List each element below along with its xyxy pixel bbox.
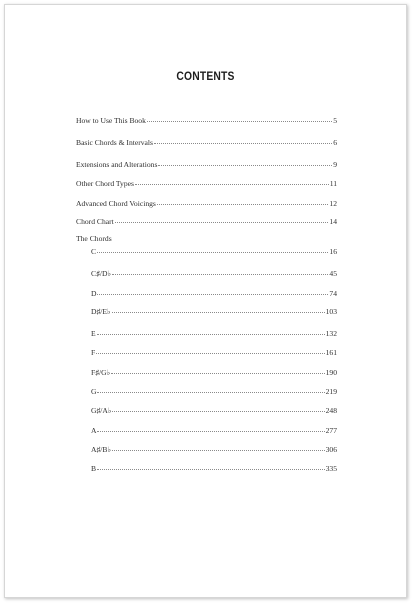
chord-entry[interactable] [91, 269, 337, 279]
toc-entry[interactable] [76, 179, 337, 189]
toc-entry-label: Basic Chords & Intervals [76, 138, 153, 147]
leader-dots [115, 216, 329, 223]
leader-dots [135, 178, 329, 185]
chord-entry-label: G♯/A♭ [91, 406, 112, 415]
toc-entry-label: How to Use This Book [76, 116, 146, 125]
toc-entry-page: 5 [333, 116, 337, 125]
chord-entry-page: 248 [325, 406, 337, 415]
toc-entry[interactable] [76, 138, 337, 148]
leader-dots [112, 306, 325, 313]
chord-entry-page: 277 [325, 426, 337, 435]
toc-entry-label: Chord Chart [76, 217, 114, 226]
chord-entry-label: D [91, 289, 97, 298]
leader-dots [97, 386, 324, 393]
toc-entry-page: 9 [333, 160, 337, 169]
leader-dots [97, 288, 328, 295]
chord-entry-page: 132 [325, 329, 337, 338]
toc-entry[interactable] [76, 217, 337, 227]
leader-dots [97, 425, 324, 432]
chord-entry[interactable] [91, 307, 337, 317]
toc-entry-page: 11 [329, 179, 337, 188]
chord-entry-label: A [91, 426, 97, 435]
chord-entry-label: F [91, 348, 96, 357]
chord-entry-page: 103 [325, 307, 337, 316]
leader-dots [96, 347, 324, 354]
leader-dots [112, 268, 328, 275]
chord-entry-page: 190 [325, 368, 337, 377]
leader-dots [147, 115, 332, 122]
toc-entry-label: Other Chord Types [76, 179, 134, 188]
toc-entry[interactable] [76, 199, 337, 209]
leader-dots [112, 444, 325, 451]
document-page [4, 4, 407, 598]
toc-entry[interactable] [76, 116, 337, 126]
chord-entry[interactable] [91, 387, 337, 397]
chord-entry-label: G [91, 387, 97, 396]
chord-entry-label: C♯/D♭ [91, 269, 112, 278]
chord-entry-page: 219 [325, 387, 337, 396]
chord-entry-page: 161 [325, 348, 337, 357]
chord-entry[interactable] [91, 348, 337, 358]
chord-entry[interactable] [91, 329, 337, 339]
chord-entry[interactable] [91, 289, 337, 299]
toc-entry[interactable] [76, 160, 337, 170]
toc-entry-page: 14 [329, 217, 337, 226]
toc-entry-page: 12 [329, 199, 337, 208]
chord-entry-page: 335 [325, 464, 337, 473]
chord-entry-page: 16 [329, 247, 337, 256]
leader-dots [158, 159, 332, 166]
chord-entry-label: C [91, 247, 97, 256]
leader-dots [97, 463, 325, 470]
section-heading-the-chords: The Chords [76, 234, 112, 243]
chord-entry-page: 74 [329, 289, 337, 298]
leader-dots [111, 367, 324, 374]
page-title: CONTENTS [176, 69, 235, 83]
chord-entry[interactable] [91, 368, 337, 378]
leader-dots [97, 328, 325, 335]
chord-entry-label: D♯/E♭ [91, 307, 111, 316]
toc-entry-label: Advanced Chord Voicings [76, 199, 156, 208]
chord-entry-label: B [91, 464, 97, 473]
chord-entry-page: 306 [325, 445, 337, 454]
chord-entry[interactable] [91, 464, 337, 474]
chord-entry-page: 45 [329, 269, 337, 278]
chord-entry[interactable] [91, 426, 337, 436]
chord-entry-label: E [91, 329, 96, 338]
toc-entry-page: 6 [333, 138, 337, 147]
chord-entry[interactable] [91, 406, 337, 416]
chord-entry-label: A♯/B♭ [91, 445, 112, 454]
leader-dots [157, 198, 329, 205]
toc-entry-label: Extensions and Alterations [76, 160, 158, 169]
chord-entry-label: F♯/G♭ [91, 368, 111, 377]
leader-dots [154, 137, 332, 144]
leader-dots [97, 246, 328, 253]
leader-dots [112, 405, 324, 412]
chord-entry[interactable] [91, 445, 337, 455]
chord-entry[interactable] [91, 247, 337, 257]
